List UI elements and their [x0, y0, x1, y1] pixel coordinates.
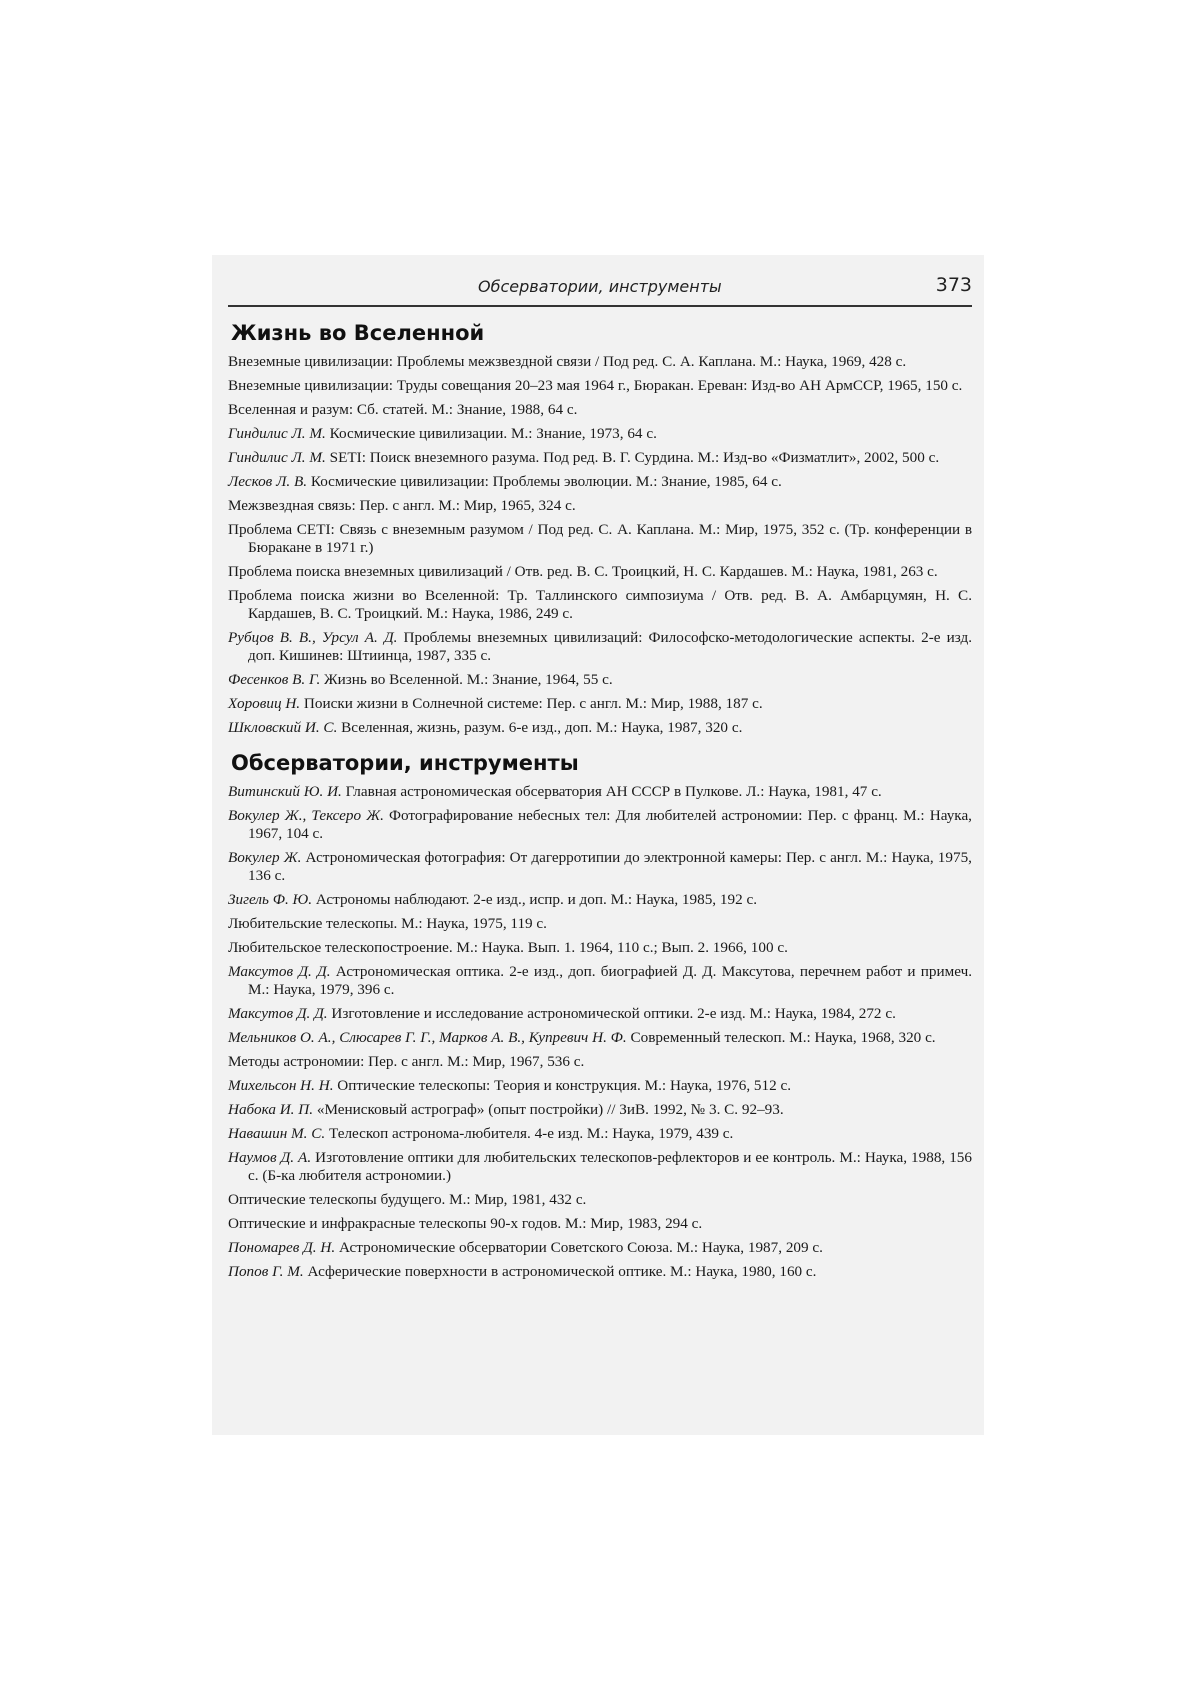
bibliography-entry	[228, 1101, 972, 1119]
bibliography-entry	[228, 401, 972, 419]
entry-text: Современный телескоп. М.: Наука, 1968, 320 с.	[626, 1029, 936, 1046]
entry-text: Внеземные цивилизации: Проблемы межзвездной связи / Под ред. С. А. Каплана. М.: Наука, 1969, 428 с.	[228, 353, 907, 370]
bibliography-entry	[228, 449, 972, 467]
entry-author: Хоровиц Н.	[228, 695, 301, 712]
entry-author: Гиндилис Л. М.	[228, 449, 326, 466]
page-number: 373	[935, 274, 972, 296]
entry-author: Пономарев Д. Н.	[228, 1239, 336, 1256]
entry-text: Методы астрономии: Пер. с англ. М.: Мир, 1967, 536 с.	[228, 1053, 585, 1070]
entry-author: Мельников О. А., Слюсарев Г. Г., Марков А. В., Купревич Н. Ф.	[228, 1029, 627, 1046]
entry-text: Любительские телескопы. М.: Наука, 1975, 119 с.	[228, 915, 547, 932]
entry-text: Астрономы наблюдают. 2-е изд., испр. и доп. М.: Наука, 1985, 192 с.	[312, 891, 757, 908]
entry-text: Фотографирование небесных тел: Для любителей астрономии: Пер. с франц. М.: Наука, 1967, 104 с.	[248, 807, 972, 842]
bibliography-entry	[228, 1239, 972, 1257]
entry-author: Набока И. П.	[228, 1101, 314, 1118]
bibliography-entry	[228, 473, 972, 491]
entry-author: Шкловский И. С.	[228, 719, 338, 736]
entry-text: Внеземные цивилизации: Труды совещания 20–23 мая 1964 г., Бюракан. Ереван: Изд-во АН АрмССР, 1965, 150 с.	[228, 377, 963, 394]
entry-author: Максутов Д. Д.	[228, 1005, 328, 1022]
page-header	[228, 263, 972, 307]
entry-author: Витинский Ю. И.	[228, 783, 342, 800]
entry-author: Михельсон Н. Н.	[228, 1077, 334, 1094]
bibliography-entry	[228, 963, 972, 999]
bibliography-entry	[228, 1053, 972, 1071]
entry-text: Космические цивилизации. М.: Знание, 1973, 64 с.	[325, 425, 657, 442]
bibliography-entry	[228, 1215, 972, 1233]
bibliography-entry	[228, 915, 972, 933]
bibliography-entry	[228, 377, 972, 395]
entry-text: Оптические телескопы: Теория и конструкция. М.: Наука, 1976, 512 с.	[333, 1077, 792, 1094]
entry-text: Вселенная, жизнь, разум. 6-е изд., доп. М.: Наука, 1987, 320 с.	[337, 719, 743, 736]
entry-author: Лесков Л. В.	[228, 473, 308, 490]
entry-text: Проблема поиска внеземных цивилизаций / Отв. ред. В. С. Троицкий, Н. С. Кардашев. М.: Наука, 1981, 263 с.	[228, 563, 938, 580]
entry-text: Жизнь во Вселенной. М.: Знание, 1964, 55 с.	[320, 671, 613, 688]
entry-author: Зигель Ф. Ю.	[228, 891, 313, 908]
entry-text: «Менисковый астрограф» (опыт постройки) // ЗиВ. 1992, № 3. С. 92–93.	[313, 1101, 784, 1118]
entry-text: Оптические и инфракрасные телескопы 90-х годов. М.: Мир, 1983, 294 с.	[228, 1215, 703, 1232]
bibliography-entry	[228, 671, 972, 689]
entry-text: Вселенная и разум: Сб. статей. М.: Знание, 1988, 64 с.	[228, 401, 578, 418]
entry-text: Изготовление оптики для любительских телескопов-рефлекторов и ее контроль. М.: Наука, 1988, 156 с. (Б-ка любителя астрономии.)	[248, 1149, 972, 1184]
bibliography-entry	[228, 891, 972, 909]
entry-text: Межзвездная связь: Пер. с англ. М.: Мир, 1965, 324 с.	[228, 497, 576, 514]
entry-text: Поиски жизни в Солнечной системе: Пер. с англ. М.: Мир, 1988, 187 с.	[300, 695, 763, 712]
entry-author: Рубцов В. В., Урсул А. Д.	[228, 629, 398, 646]
entry-author: Вокулер Ж., Тексеро Ж.	[228, 807, 384, 824]
entry-text: Проблемы внеземных цивилизаций: Философско-методологические аспекты. 2-е изд. доп. Кишинев: Штиинца, 1987, 335 с.	[248, 629, 972, 664]
bibliography-entry	[228, 497, 972, 515]
entry-text: Главная астрономическая обсерватория АН СССР в Пулкове. Л.: Наука, 1981, 47 с.	[341, 783, 882, 800]
bibliography-entry	[228, 695, 972, 713]
entry-author: Фесенков В. Г.	[228, 671, 321, 688]
bibliography-entry	[228, 807, 972, 843]
entry-text: Изготовление и исследование астрономической оптики. 2-е изд. М.: Наука, 1984, 272 с.	[327, 1005, 896, 1022]
entry-text: Асферические поверхности в астрономической оптике. М.: Наука, 1980, 160 с.	[303, 1263, 817, 1280]
bibliography-entry	[228, 563, 972, 581]
bibliography-entry	[228, 783, 972, 801]
bibliography-entry	[228, 521, 972, 557]
entry-text: Астрономическая фотография: От дагерротипии до электронной камеры: Пер. с англ. М.: Наука, 1975, 136 с.	[248, 849, 972, 884]
bibliography-entry	[228, 1149, 972, 1185]
entry-author: Попов Г. М.	[228, 1263, 304, 1280]
entry-text: Космические цивилизации: Проблемы эволюции. М.: Знание, 1985, 64 с.	[307, 473, 782, 490]
section-title-life-in-universe: Жизнь во Вселенной	[231, 321, 485, 345]
entry-author: Навашин М. С.	[228, 1125, 326, 1142]
entry-text: Астрономические обсерватории Советского Союза. М.: Наука, 1987, 209 с.	[335, 1239, 823, 1256]
entry-text: Любительское телескопостроение. М.: Наука. Вып. 1. 1964, 110 с.; Вып. 2. 1966, 100 с.	[228, 939, 788, 956]
bibliography-list-observatories	[228, 783, 972, 1281]
bibliography-entry	[228, 1077, 972, 1095]
bibliography-entry	[228, 1125, 972, 1143]
entry-author: Наумов Д. А.	[228, 1149, 312, 1166]
bibliography-list-life	[228, 353, 972, 737]
entry-author: Вокулер Ж.	[228, 849, 302, 866]
entry-author: Максутов Д. Д.	[228, 963, 331, 980]
book-page	[228, 263, 972, 1287]
entry-text: Астрономическая оптика. 2-е изд., доп. биографией Д. Д. Максутова, перечнем работ и примеч. М.: Наука, 1979, 396 с.	[248, 963, 972, 998]
bibliography-entry	[228, 1191, 972, 1209]
bibliography-entry	[228, 353, 972, 371]
bibliography-entry	[228, 849, 972, 885]
entry-text: Оптические телескопы будущего. М.: Мир, 1981, 432 с.	[228, 1191, 587, 1208]
bibliography-entry	[228, 425, 972, 443]
entry-author: Гиндилис Л. М.	[228, 425, 326, 442]
bibliography-entry	[228, 719, 972, 737]
bibliography-entry	[228, 1029, 972, 1047]
entry-text: Проблема поиска жизни во Вселенной: Тр. Таллинского симпозиума / Отв. ред. В. А. Амбарцумян, Н. С. Кардашев, В. С. Троицкий. М.: Наука, 1986, 249 с.	[228, 587, 972, 622]
bibliography-entry	[228, 1005, 972, 1023]
section-title-observatories: Обсерватории, инструменты	[231, 751, 579, 775]
entry-text: Проблема CETI: Связь с внеземным разумом / Под ред. С. А. Каплана. М.: Мир, 1975, 352 с. (Тр. конференции в Бюракане в 1971 г.)	[228, 521, 972, 556]
bibliography-entry	[228, 587, 972, 623]
bibliography-entry	[228, 629, 972, 665]
entry-text: Телескоп астронома-любителя. 4-е изд. М.: Наука, 1979, 439 с.	[325, 1125, 734, 1142]
bibliography-entry	[228, 1263, 972, 1281]
running-title: Обсерватории, инструменты	[478, 277, 722, 296]
bibliography-entry	[228, 939, 972, 957]
entry-text: SETI: Поиск внеземного разума. Под ред. В. Г. Сурдина. М.: Изд-во «Физматлит», 2002, 500 с.	[325, 449, 940, 466]
